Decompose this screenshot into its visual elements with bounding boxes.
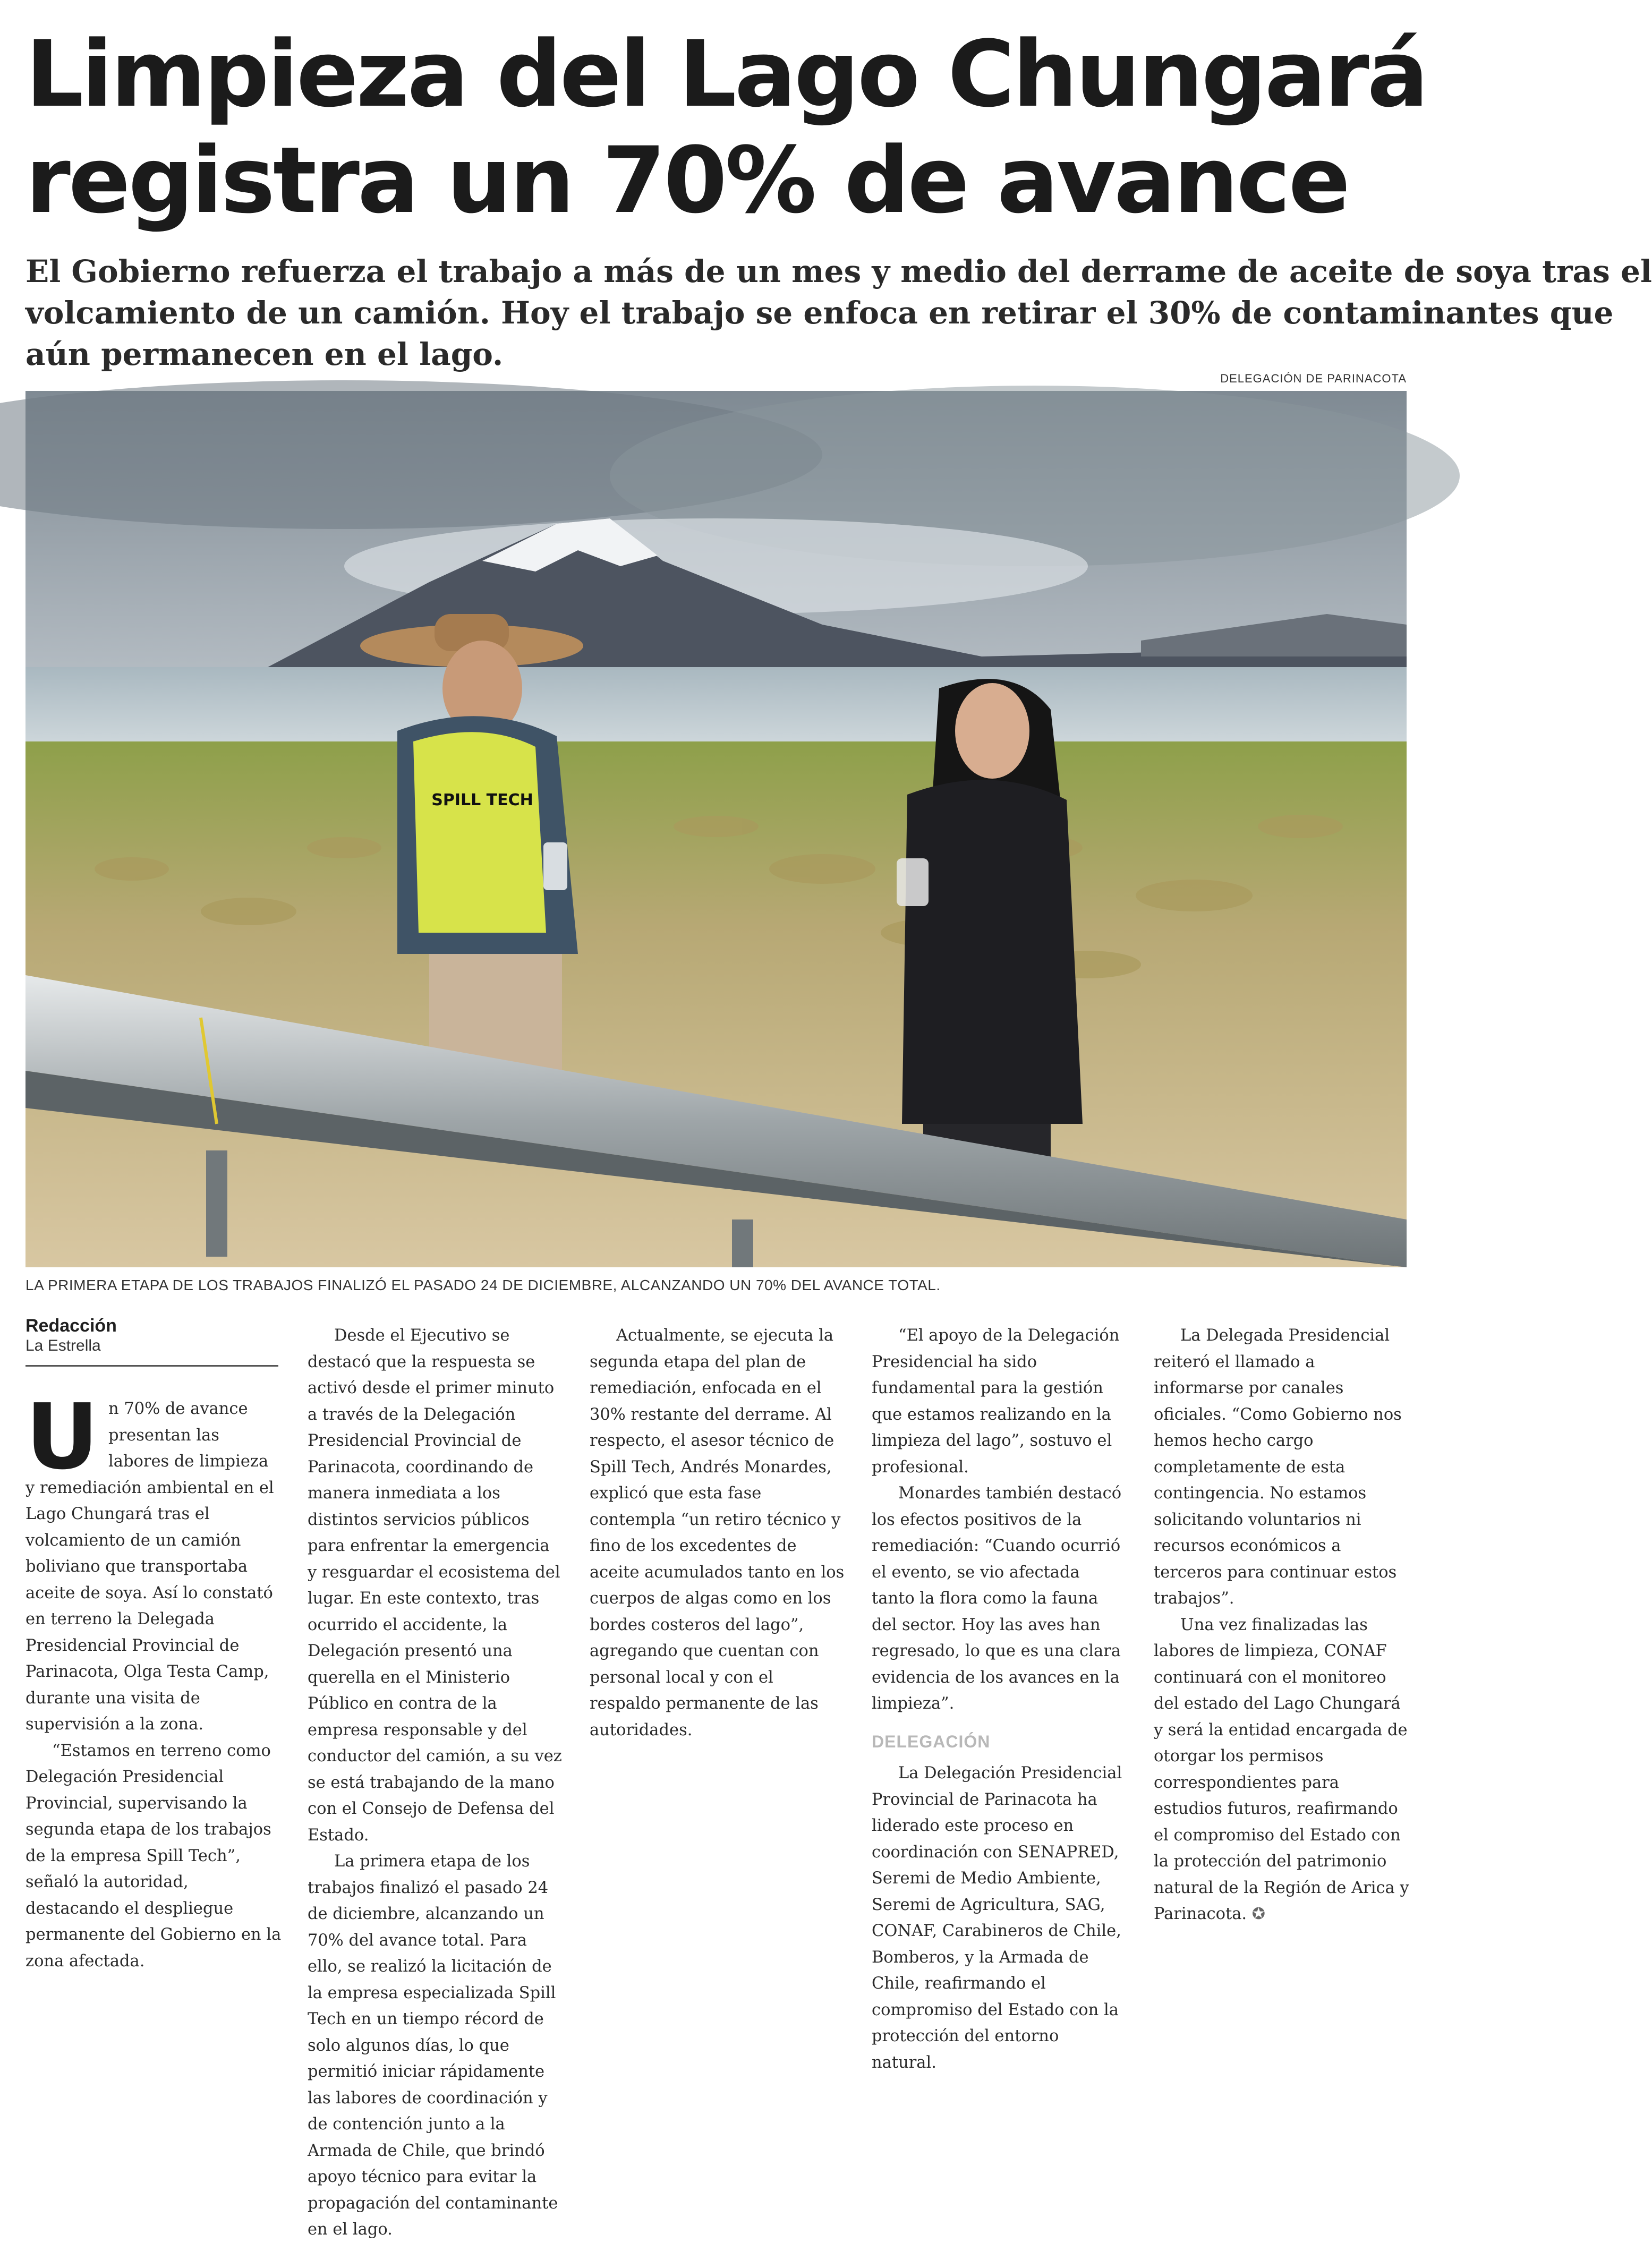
article-column-4	[872, 1323, 1128, 2076]
paragraph-3: Desde el Ejecutivo se destacó que la respuesta se activó desde el primer minuto a través de la Delegación Presidencial Provincial de Parinacota, coordinando de manera inmediata a los distintos servicios públicos para enfrentar la emergencia y resguardar el ecosistema del lugar. En este contexto, tras ocurrido el accidente, la Delegación presentó una querella en el Ministerio Público en contra de la empresa responsable y del conductor del camión, a su vez se está trabajando de la mano con el Consejo de Defensa del Estado.	[308, 1326, 562, 1845]
dropcap-letter: U	[25, 1385, 99, 1490]
article-column-1	[25, 1385, 282, 1974]
deck-line-3: aún permanecen en el lago.	[25, 336, 504, 372]
deck-line-2: volcamiento de un camión. Hoy el trabajo se enfoca en retirar el 30% de contaminantes que	[25, 295, 1614, 331]
byline	[25, 1315, 280, 1355]
end-mark-icon: ✪	[1251, 1905, 1265, 1923]
main-photo	[25, 391, 1407, 1267]
article-column-5	[1154, 1323, 1410, 1928]
vest-logo-text: SPILL TECH	[431, 791, 533, 809]
article-column-3	[590, 1323, 846, 1743]
paragraph-9: La Delegada Presidencial reiteró el llamado a informarse por canales oficiales. “Como Gobierno nos hemos hecho cargo completamente de esta contingencia. No estamos solicitando voluntarios ni recursos económicos a terceros para continuar estos trabajos”.	[1154, 1326, 1402, 1608]
paragraph-10	[1154, 1612, 1410, 1928]
paragraph-2: “Estamos en terreno como Delegación Presidencial Provincial, supervisando la segunda etapa de los trabajos de la empresa Spill Tech”, señaló la autoridad, destacando el despliegue permanente del Gobierno en la zona afectada.	[25, 1741, 282, 1971]
paragraph-6: “El apoyo de la Delegación Presidencial ha sido fundamental para la gestión que estamos realizando en la limpieza del lago”, sostuvo el profesional.	[872, 1326, 1120, 1477]
photo-credit: DELEGACIÓN DE PARINACOTA	[1220, 372, 1407, 385]
byline-author: Redacción	[25, 1316, 117, 1336]
deck-subtitle	[25, 251, 1652, 375]
paragraph-7: Monardes también destacó los efectos positivos de la remediación: “Cuando ocurrió el evento, se vio afectada tanto la flora como la fauna del sector. Hoy las aves han regresado, lo que es una clara evidencia de los avances en la limpieza”.	[872, 1484, 1122, 1713]
photo-caption: LA PRIMERA ETAPA DE LOS TRABAJOS FINALIZÓ EL PASADO 24 DE DICIEMBRE, ALCANZANDO UN 70% DEL AVANCE TOTAL.	[25, 1277, 941, 1293]
photo-illustration	[25, 391, 1407, 1267]
article-column-2	[308, 1323, 564, 2243]
section-subhead: DELEGACIÓN	[872, 1732, 991, 1751]
headline	[25, 21, 1427, 234]
paragraph-10-text: Una vez finalizadas las labores de limpieza, CONAF continuará con el monitoreo del estado del Lago Chungará y será la entidad encargada de otorgar los permisos correspondientes para estudios futuros, reafirmando el compromiso del Estado con la protección del patrimonio natural de la Región de Arica y Parinacota.	[1154, 1615, 1409, 1923]
headline-line-2: registra un 70% de avance	[25, 127, 1349, 234]
paragraph-1: n 70% de avance presentan las labores de limpieza y remediación ambiental en el Lago Chungará tras el volcamiento de un camión boliviano que transportaba aceite de soya. Así lo constató en terreno la Delegada Presidencial Provincial de Parinacota, Olga Testa Camp, durante una visita de supervisión a la zona.	[25, 1400, 274, 1734]
byline-divider	[25, 1365, 278, 1367]
paragraph-8: La Delegación Presidencial Provincial de Parinacota ha liderado este proceso en coordinación con SENAPRED, Seremi de Medio Ambiente, Seremi de Agricultura, SAG, CONAF, Carabineros de Chile, Bomberos, y la Armada de Chile, reafirmando el compromiso del Estado con la protección del entorno natural.	[872, 1764, 1122, 2072]
headline-line-1: Limpieza del Lago Chungará	[25, 21, 1427, 127]
byline-outlet: La Estrella	[25, 1337, 101, 1354]
deck-line-1: El Gobierno refuerza el trabajo a más de un mes y medio del derrame de aceite de soya tras el	[25, 253, 1652, 289]
paragraph-5: Actualmente, se ejecuta la segunda etapa del plan de remediación, enfocada en el 30% restante del derrame. Al respecto, el asesor técnico de Spill Tech, Andrés Monardes, explicó que esta fase contempla “un retiro técnico y fino de los excedentes de aceite acumulados tanto en los cuerpos de algas como en los bordes costeros del lago”, agregando que cuentan con personal local y con el respaldo permanente de las autoridades.	[590, 1326, 845, 1739]
paragraph-4: La primera etapa de los trabajos finalizó el pasado 24 de diciembre, alcanzando un 70% del avance total. Para ello, se realizó la licitación de la empresa especializada Spill Tech en un tiempo récord de solo algunos días, lo que permitió iniciar rápidamente las labores de coordinación y de contención junto a la Armada de Chile, que brindó apoyo técnico para evitar la propagación del contaminante en el lago.	[308, 1852, 558, 2239]
